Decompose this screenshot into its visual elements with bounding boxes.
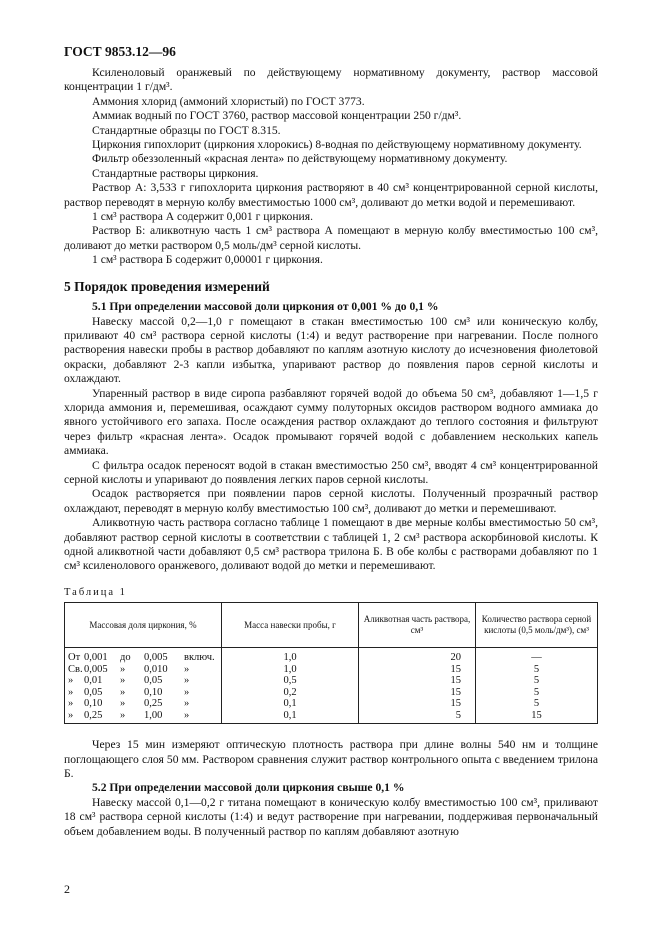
paragraph: 1 см³ раствора А содержит 0,001 г циркония.	[92, 210, 313, 224]
paragraph: Осадок растворяется при появлении паров серной кислоты. Полученный прозрачный раствор охлаждают, переводят в мерную колбу вместимостью 100 см³, доливают до метки и перемешивают.	[64, 487, 598, 515]
cell-zirconium-range	[65, 664, 222, 676]
cell-sample-mass: 0,1	[222, 698, 359, 710]
table-row	[65, 664, 598, 676]
range-suffix: »	[184, 686, 190, 698]
range-suffix: »	[184, 698, 190, 710]
col-header: Масса навески пробы, г	[222, 603, 359, 648]
range-to-word: »	[120, 686, 126, 698]
range-prefix: »	[68, 709, 74, 721]
range-from: 0,005	[84, 663, 108, 675]
table-row	[65, 687, 598, 699]
range-to-word: »	[120, 663, 126, 675]
range-suffix: »	[184, 663, 190, 675]
paragraph: Навеску массой 0,1—0,2 г титана помещают в коническую колбу вместимостью 100 см³, приливают 18 см³ раствора серной кислоты (1:4) и ведут растворение при нагревании, поддерживая первоначальный объем добавлением воды. В полученный раствор по каплям добавляют азотную	[64, 795, 598, 838]
table-body	[65, 648, 598, 724]
range-suffix: включ.	[184, 652, 215, 664]
page-number: 2	[64, 882, 70, 896]
table-row	[65, 648, 598, 664]
col-header: Количество раствора серной кислоты (0,5 моль/дм³), см³	[476, 603, 598, 648]
paragraph: Ксиленоловый оранжевый по действующему нормативному документу, раствор массовой концентрации 1 г/дм³.	[64, 66, 598, 94]
cell-zirconium-range	[65, 648, 222, 664]
cell-acid-volume: —	[476, 648, 598, 664]
table-row	[65, 675, 598, 687]
cell-aliquot: 15	[359, 675, 476, 687]
paragraph: Раствор А: 3,533 г гипохлорита циркония растворяют в 40 см³ концентрированной серной кислоты, раствор переводят в мерную колбу вместимостью 1000 см³, доливают до метки водой и перемешивают.	[64, 181, 598, 209]
cell-aliquot: 5	[359, 710, 476, 724]
table-caption: Таблица 1	[64, 586, 127, 598]
cell-acid-volume: 15	[476, 710, 598, 724]
range-from: 0,001	[84, 652, 108, 664]
range-from: 0,01	[84, 675, 103, 687]
range-from: 0,10	[84, 698, 103, 710]
range-to: 0,10	[144, 686, 163, 698]
range-suffix: »	[184, 675, 190, 687]
cell-sample-mass: 1,0	[222, 664, 359, 676]
range-to: 0,05	[144, 675, 163, 687]
subsection-title: 5.1 При определении массовой доли циркония от 0,001 % до 0,1 %	[92, 300, 439, 314]
cell-aliquot: 15	[359, 664, 476, 676]
table-1	[64, 602, 598, 724]
paragraph: 1 см³ раствора Б содержит 0,00001 г циркония.	[92, 253, 323, 267]
range-to: 0,25	[144, 698, 163, 710]
table-header-row	[65, 603, 598, 648]
range-to: 1,00	[144, 709, 163, 721]
cell-zirconium-range	[65, 710, 222, 724]
paragraph: Через 15 мин измеряют оптическую плотность раствора при длине волны 540 нм и толщине поглощающего слоя 50 мм. Раствором сравнения служит раствор контрольного опыта с введением трилона Б.	[64, 738, 598, 781]
cell-acid-volume: 5	[476, 675, 598, 687]
paragraph: Циркония гипохлорит (циркония хлорокись) 8-водная по действующему нормативному документу.	[92, 138, 582, 152]
page-header: ГОСТ 9853.12—96	[64, 44, 176, 59]
document-body	[64, 66, 598, 839]
range-prefix: »	[68, 686, 74, 698]
cell-sample-mass: 0,1	[222, 710, 359, 724]
paragraph: Аммония хлорид (аммоний хлористый) по ГОСТ 3773.	[92, 94, 365, 108]
range-prefix: От	[68, 652, 81, 664]
paragraph: Стандартные растворы циркония.	[92, 166, 259, 180]
cell-acid-volume: 5	[476, 664, 598, 676]
cell-zirconium-range	[65, 698, 222, 710]
range-to-word: до	[120, 652, 131, 664]
range-from: 0,25	[84, 709, 103, 721]
range-suffix: »	[184, 709, 190, 721]
section-title: 5 Порядок проведения измерений	[64, 278, 270, 294]
cell-sample-mass: 1,0	[222, 648, 359, 664]
paragraph: Упаренный раствор в виде сиропа разбавляют горячей водой до объема 50 см³, добавляют 1—1,5 г хлорида аммония и, перемешивая, осаждают сумму полуторных оксидов раствором водного аммиака до явного устойчивого его запаха. После осаждения раствор охлаждают до теплого состояния и фильтруют через фильтр «красная лента». Осадок промывают горячей водой с добавлением нескольких капель аммиака.	[64, 386, 598, 458]
range-prefix: Св.	[68, 663, 83, 675]
table-row	[65, 698, 598, 710]
table-row	[65, 710, 598, 724]
range-prefix: »	[68, 675, 74, 687]
range-to-word: »	[120, 675, 126, 687]
range-to-word: »	[120, 698, 126, 710]
cell-aliquot: 20	[359, 648, 476, 664]
paragraph: С фильтра осадок переносят водой в стакан вместимостью 250 см³, вводят 4 см³ концентрированной серной кислоты и упаривают до появления легких паров серной кислоты.	[64, 458, 598, 486]
range-from: 0,05	[84, 686, 103, 698]
col-header: Аликвотная часть раствора, см³	[359, 603, 476, 648]
cell-sample-mass: 0,5	[222, 675, 359, 687]
paragraph: Фильтр обеззоленный «красная лента» по действующему нормативному документу.	[92, 152, 508, 166]
cell-zirconium-range	[65, 675, 222, 687]
cell-aliquot: 15	[359, 698, 476, 710]
range-to: 0,010	[144, 663, 168, 675]
col-header: Массовая доля циркония, %	[65, 603, 222, 648]
cell-zirconium-range	[65, 687, 222, 699]
range-to-word: »	[120, 709, 126, 721]
cell-acid-volume: 5	[476, 687, 598, 699]
paragraph: Стандартные образцы по ГОСТ 8.315.	[92, 123, 281, 137]
paragraph: Аликвотную часть раствора согласно таблице 1 помещают в две мерные колбы вместимостью 50 см³, добавляют раствор серной кислоты в соответствии с таблицей 1, 2 см³ раствора аскорбиновой кислоты. К одной аликвотной части добавляют 0,5 см³ раствора трилона Б. В обе колбы с растворами добавляют по 1 см³ ксиленолового оранжевого, доливают водой до метки и перемешивают.	[64, 516, 598, 573]
range-prefix: »	[68, 698, 74, 710]
paragraph: Навеску массой 0,2—1,0 г помещают в стакан вместимостью 100 см³ или коническую колбу, приливают 40 см³ раствора серной кислоты (1:4) и ведут растворение при нагревании. После полного растворения навески пробы в раствор добавляют по каплям азотную кислоту до исчезновения фиолетовой окраски, добавляют 2-3 капли избытка, упаривают раствор до появления паров серной кислоты и охлаждают.	[64, 314, 598, 386]
paragraph: Аммиак водный по ГОСТ 3760, раствор массовой концентрации 250 г/дм³.	[92, 109, 462, 123]
subsection-title: 5.2 При определении массовой доли циркония свыше 0,1 %	[92, 781, 405, 795]
range-to: 0,005	[144, 652, 168, 664]
cell-aliquot: 15	[359, 687, 476, 699]
paragraph: Раствор Б: аликвотную часть 1 см³ раствора А помещают в мерную колбу вместимостью 100 см³, доливают до метки раствором 0,5 моль/дм³ серной кислоты.	[64, 224, 598, 252]
cell-acid-volume: 5	[476, 698, 598, 710]
cell-sample-mass: 0,2	[222, 687, 359, 699]
